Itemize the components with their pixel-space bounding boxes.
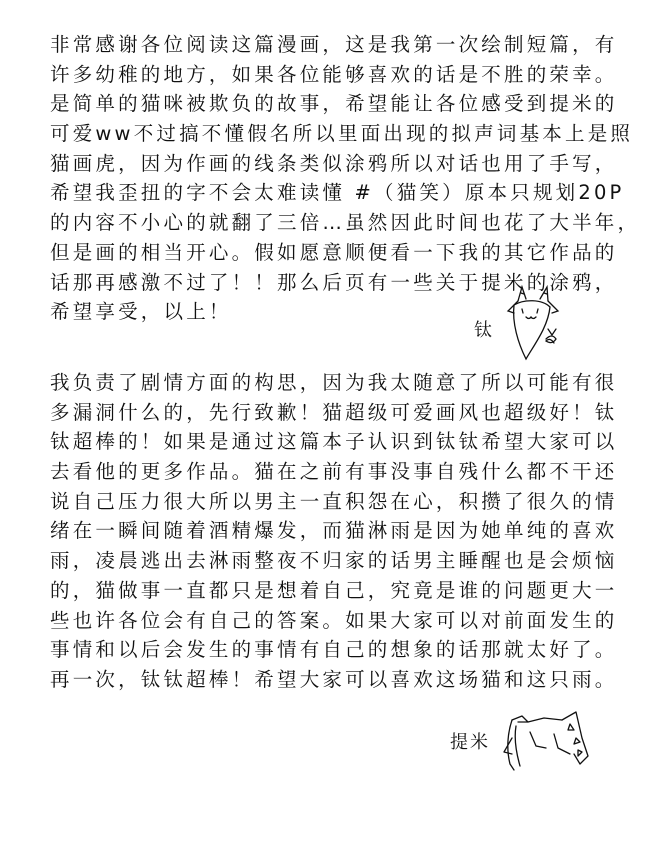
- text-line: 是简单的猫咪被欺负的故事，希望能让各位感受到提米的: [50, 92, 618, 116]
- text-line: 些也许各位会有自己的答案。如果大家可以对前面发生的: [50, 608, 618, 632]
- goat-doodle-icon: [500, 283, 565, 363]
- text-line: 多漏洞什么的，先行致歉！猫超级可爱画风也超级好！钛: [50, 400, 618, 424]
- text-line: 话那再感激不过了！！那么后页有一些关于提米的涂鸦，: [50, 270, 618, 294]
- signature-author-2: 提米: [450, 732, 490, 753]
- text-line: 猫画虎，因为作画的线条类似涂鸦所以对话也用了手写，: [50, 151, 618, 175]
- text-line: 去看他的更多作品。猫在之前有事没事自残什么都不干还: [50, 460, 618, 484]
- text-line: 说自己压力很大所以男主一直积怨在心，积攒了很久的情: [50, 489, 618, 513]
- text-line: 希望享受，以上！: [50, 300, 232, 324]
- text-line: 我负责了剧情方面的构思，因为我太随意了所以可能有很: [50, 371, 618, 394]
- text-line: 的，猫做事一直都只是想着自己，究竟是谁的问题更大一: [50, 578, 618, 602]
- text-line: 可爱ww不过搞不懂假名所以里面出现的拟声词基本上是照: [50, 122, 634, 146]
- text-line: 再一次，钛钛超棒！希望大家可以喜欢这场猫和这只雨。: [50, 667, 618, 691]
- text-line: 绪在一瞬间随着酒精爆发，而猫淋雨是因为她单纯的喜欢: [50, 519, 618, 543]
- text-line: 事情和以后会发生的事情有自己的想象的话那就太好了。: [50, 638, 618, 662]
- cat-doodle-icon: [500, 708, 595, 778]
- text-line: 钛超棒的！如果是通过这篇本子认识到钛钛希望大家可以: [50, 430, 618, 454]
- text-line: 许多幼稚的地方，如果各位能够喜欢的话是不胜的荣幸。: [50, 62, 618, 86]
- afterword-paragraph-2: [50, 368, 630, 695]
- text-line: 雨，凌晨逃出去淋雨整夜不归家的话男主睡醒也是会烦恼: [50, 549, 618, 573]
- text-line: 但是画的相当开心。假如愿意顺便看一下我的其它作品的: [50, 240, 618, 264]
- text-line: 希望我歪扭的字不会太难读懂 #（猫笑）原本只规划20P: [50, 181, 625, 205]
- signature-author-1: 钛: [474, 320, 492, 341]
- text-line: 非常感谢各位阅读这篇漫画，这是我第一次绘制短篇，有: [50, 33, 618, 56]
- text-line: 的内容不小心的就翻了三倍…虽然因此时间也花了大半年，: [50, 211, 641, 235]
